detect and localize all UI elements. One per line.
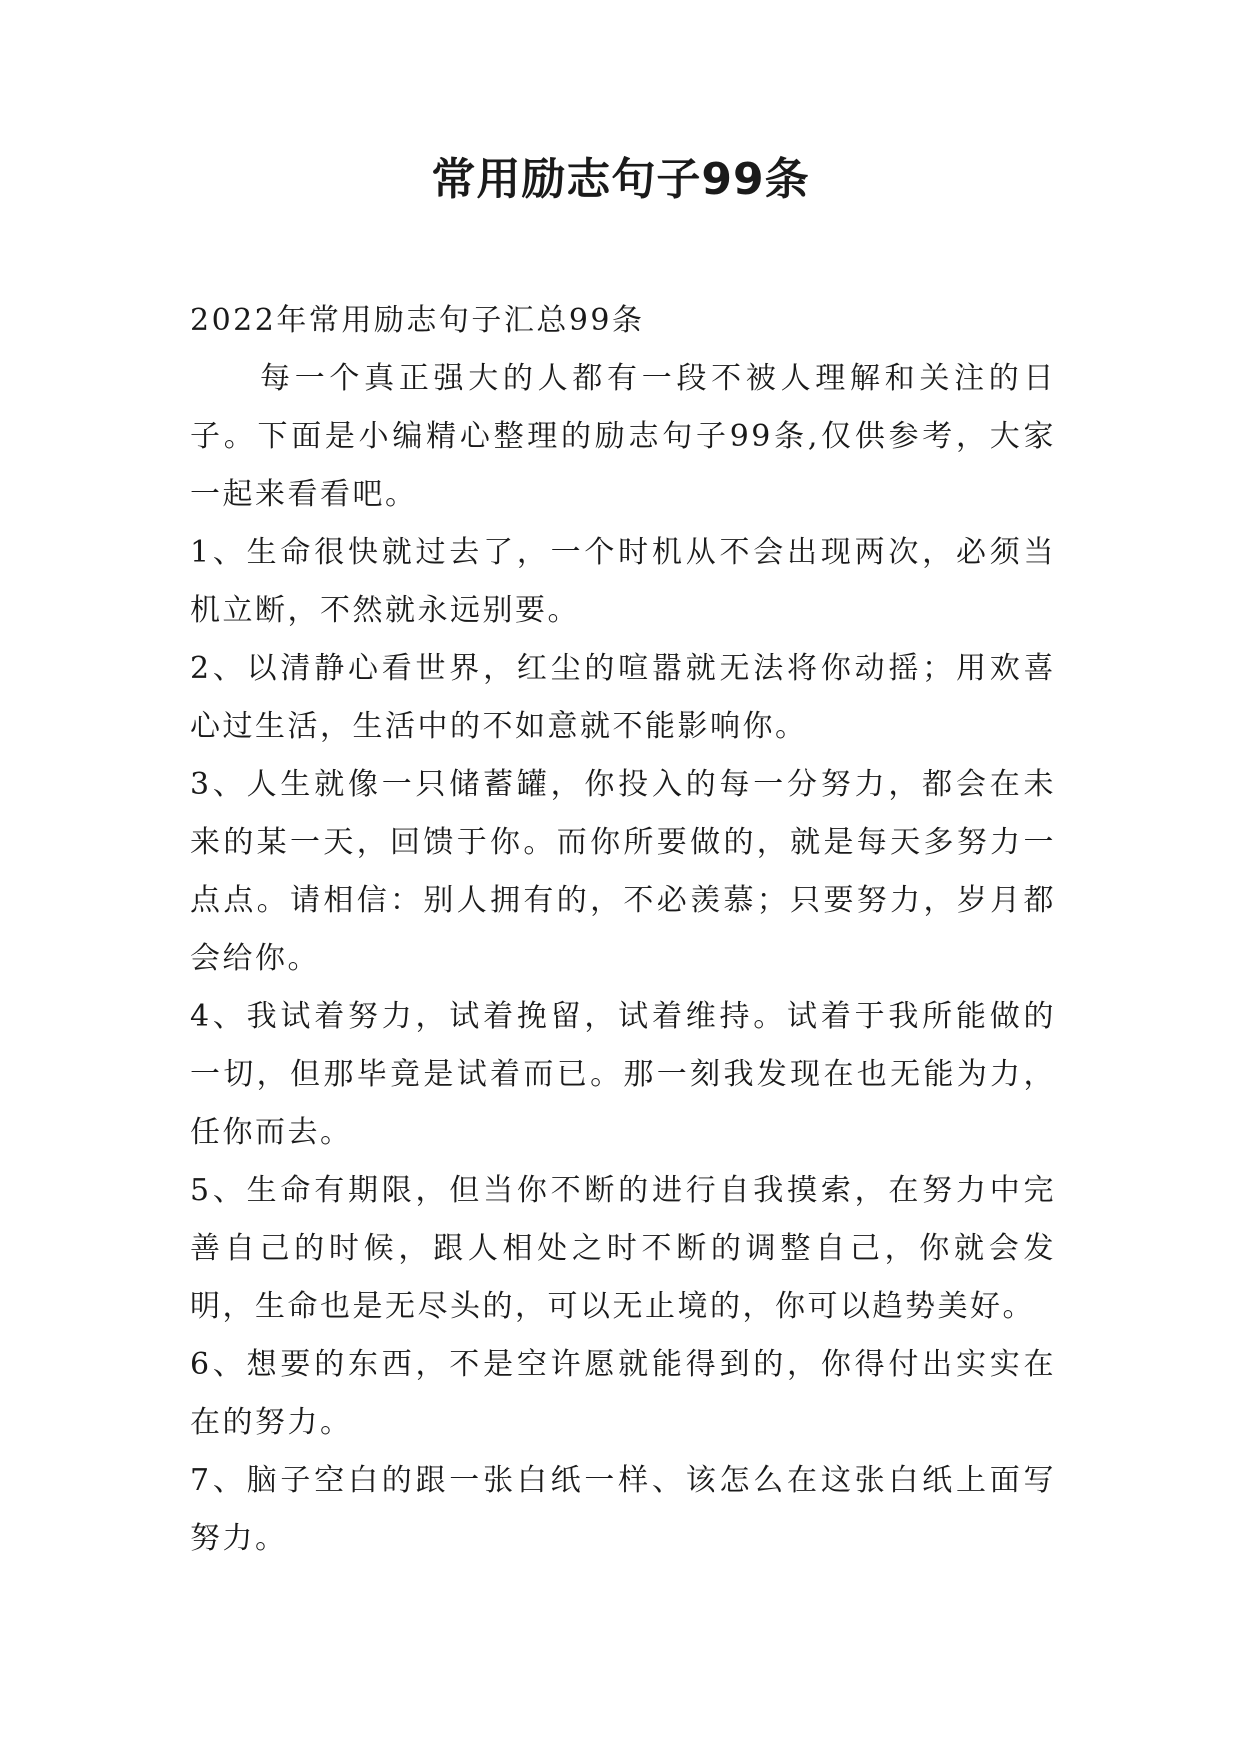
- quote-paragraph-4: 4、我试着努力，试着挽留，试着维持。试着于我所能做的一切，但那毕竟是试着而已。那一刻我发现在也无能为力，任你而去。: [190, 999, 1056, 1150]
- quote-paragraph-7: 7、脑子空白的跟一张白纸一样、该怎么在这张白纸上面写努力。: [190, 1463, 1056, 1556]
- intro-paragraph: 每一个真正强大的人都有一段不被人理解和关注的日子。下面是小编精心整理的励志句子99条,仅供参考，大家一起来看看吧。: [190, 361, 1056, 512]
- document-body: [190, 292, 1056, 1568]
- quote-paragraph-3: 3、人生就像一只储蓄罐，你投入的每一分努力，都会在未来的某一天，回馈于你。而你所要做的，就是每天多努力一点点。请相信：别人拥有的，不必羡慕；只要努力，岁月都会给你。: [190, 767, 1056, 976]
- quote-paragraph-6: 6、想要的东西，不是空许愿就能得到的，你得付出实实在在的努力。: [190, 1347, 1056, 1440]
- subtitle-paragraph: 2022年常用励志句子汇总99条: [190, 303, 645, 338]
- quote-paragraph-1: 1、生命很快就过去了，一个时机从不会出现两次，必须当机立断，不然就永远别要。: [190, 535, 1056, 628]
- document-title: 常用励志句子99条: [431, 154, 810, 205]
- quote-paragraph-2: 2、以清静心看世界，红尘的喧嚣就无法将你动摇；用欢喜心过生活，生活中的不如意就不能影响你。: [190, 651, 1056, 744]
- quote-paragraph-5: 5、生命有期限，但当你不断的进行自我摸索，在努力中完善自己的时候，跟人相处之时不断的调整自己，你就会发明，生命也是无尽头的，可以无止境的，你可以趋势美好。: [190, 1173, 1056, 1324]
